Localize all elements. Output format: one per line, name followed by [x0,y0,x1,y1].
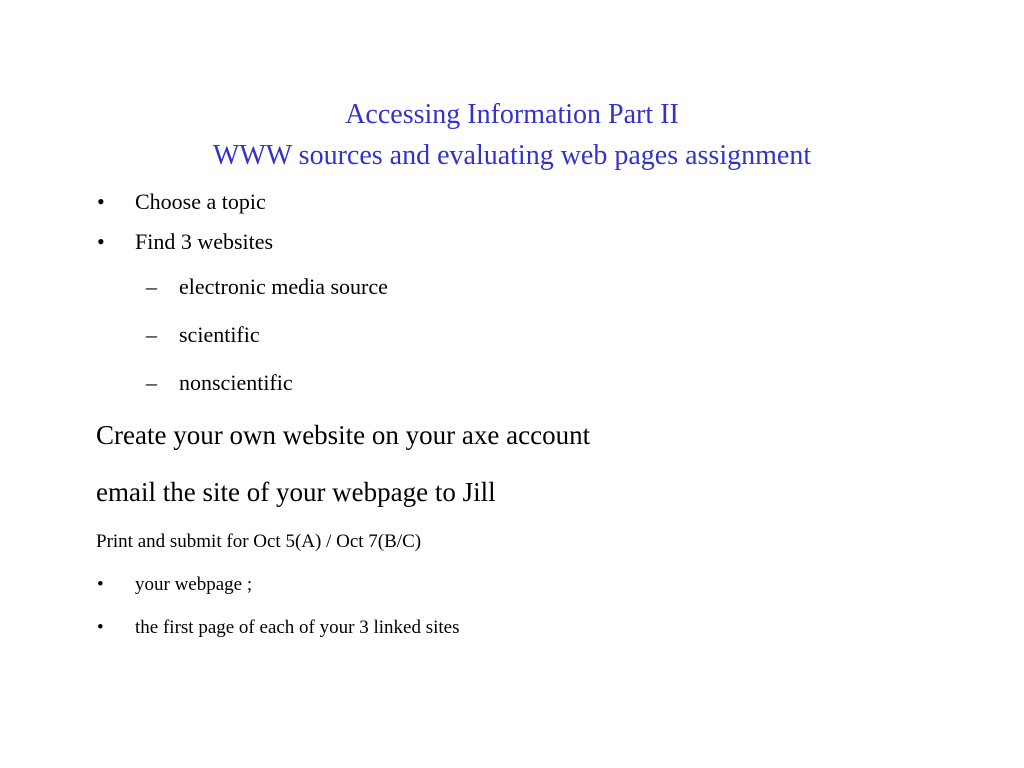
title-line-1: Accessing Information Part II [345,99,679,130]
bullet-marker: • [97,189,105,214]
submit-item-text: the first page of each of your 3 linked sites [135,617,460,638]
title-line-2: WWW sources and evaluating web pages assignment [212,140,812,171]
sub-bullet-marker: – [146,322,157,347]
sub-bullet-text: scientific [179,322,260,347]
submit-item-text: your webpage ; [135,574,253,595]
email-line: email the site of your webpage to Jill [96,477,496,507]
bullet-text: Choose a topic [135,189,266,214]
sub-bullet-text: electronic media source [179,274,388,299]
print-submit-line: Print and submit for Oct 5(A) / Oct 7(B/C) [96,531,422,552]
create-website-line: Create your own website on your axe account [96,420,591,450]
slide-title [0,94,1024,176]
sub-bullet-marker: – [146,274,157,299]
sub-bullet-marker: – [146,370,157,395]
bullet-marker: • [97,229,105,254]
bullet-text: Find 3 websites [135,229,274,254]
sub-bullet-text: nonscientific [179,370,293,395]
bullet-marker: • [97,574,104,595]
bullet-marker: • [97,617,104,638]
